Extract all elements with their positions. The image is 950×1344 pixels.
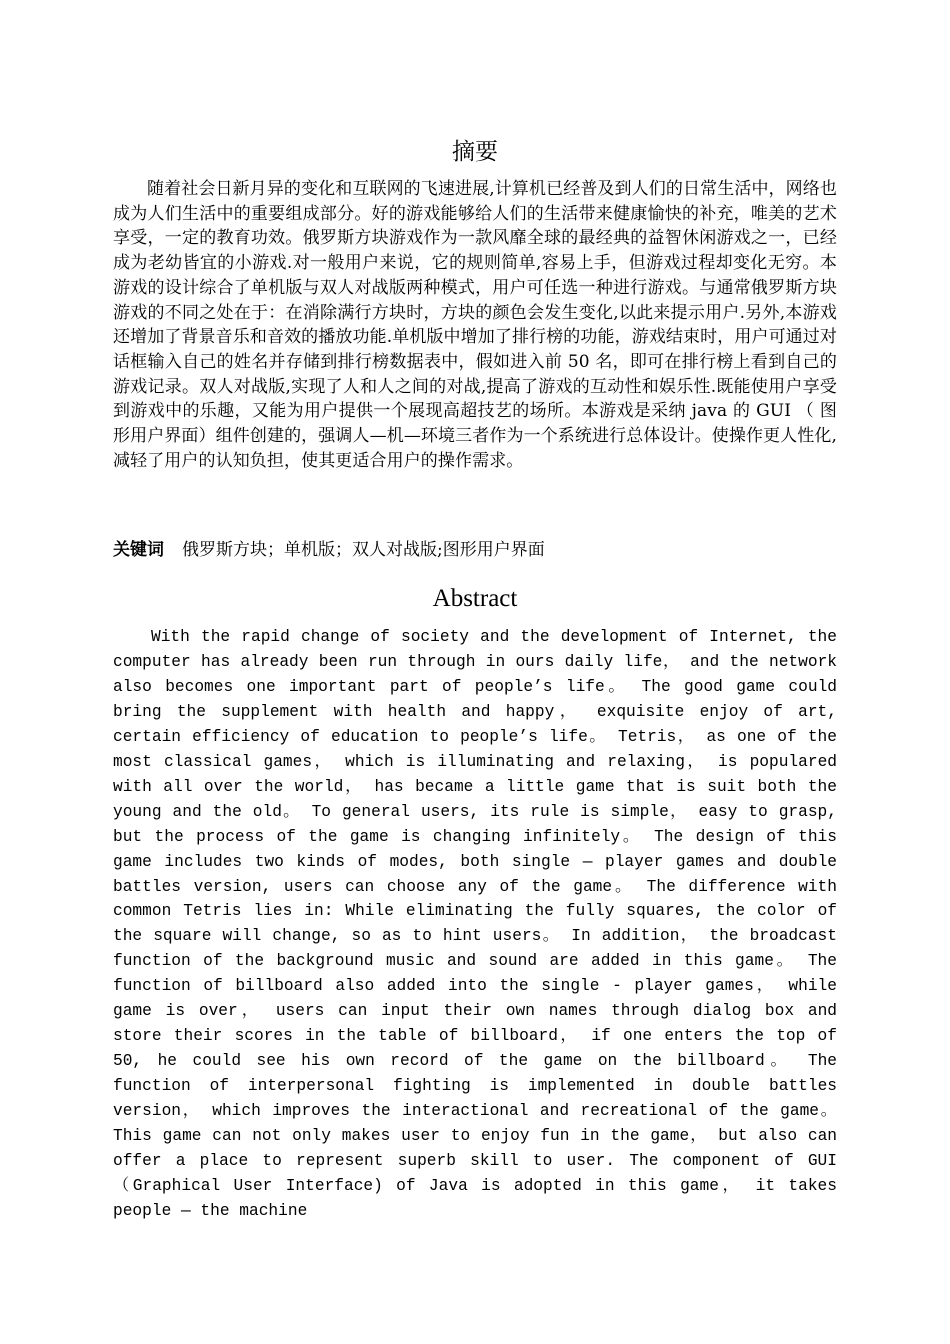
keywords-line: [113, 538, 837, 562]
chinese-abstract-body: 随着社会日新月异的变化和互联网的飞速进展,计算机已经普及到人们的日常生活中，网络也成为人们生活中的重要组成部分。好的游戏能够给人们的生活带来健康愉快的补充，唯美的艺术享受，一定的教育功效。俄罗斯方块游戏作为一款风靡全球的最经典的益智休闲游戏之一，已经成为老幼皆宜的小游戏.对一般用户来说，它的规则简单,容易上手，但游戏过程却变化无穷。本游戏的设计综合了单机版与双人对战版两种模式，用户可任选一种进行游戏。与通常俄罗斯方块游戏的不同之处在于：在消除满行方块时，方块的颜色会发生变化,以此来提示用户.另外,本游戏还增加了背景音乐和音效的播放功能.单机版中增加了排行榜的功能，游戏结束时，用户可通过对话框输入自己的姓名并存储到排行榜数据表中，假如进入前 50 名，即可在排行榜上看到自己的游戏记录。双人对战版,实现了人和人之间的对战,提高了游戏的互动性和娱乐性.既能使用户享受到游戏中的乐趣，又能为用户提供一个展现高超技艺的场所。本游戏是采纳 java 的 GUI （ 图形用户界面）组件创建的，强调人—机—环境三者作为一个系统进行总体设计。使操作更人性化,减轻了用户的认知负担，使其更适合用户的操作需求。: [113, 179, 837, 471]
keywords-text: 俄罗斯方块；单机版；双人对战版;图形用户界面: [182, 540, 545, 560]
chinese-abstract-title: 摘要: [452, 139, 498, 165]
keywords-label: 关键词: [113, 540, 164, 560]
english-abstract-body: With the rapid change of society and the development of Internet, the computer has already been run through in ours daily life， and the network also becomes one important part of people’s life。 The good game could bring the supplement with health and happy， exquisite enjoy of art, certain efficiency of education to people’s life。 Tetris， as one of the most classical games， which is illuminating and relaxing， is populared with all over the world， has became a little game that is suit both the young and the old。 To general users, its rule is simple， easy to grasp, but the process of the game is changing infinitely。 The design of this game includes two kinds of modes, both single — player games and double battles version, users can choose any of the game。 The difference with common Tetris lies in: While eliminating the fully squares, the color of the square will change, so as to hint users。 In addition， the broadcast function of the background music and sound are added in this game。 The function of billboard also added into the single - player games， while game is over， users can input their own names through dialog box and store their scores in the table of billboard， if one enters the top of 50, he could see his own record of the game on the billboard。 The function of interpersonal fighting is implemented in double battles version， which improves the interactional and recreational of the game。 This game can not only makes user to enjoy fun in the game， but also can offer a place to represent superb skill to user. The component of GUI （Graphical User Interface) of Java is adopted in this game， it takes people — the machine: [113, 628, 837, 1220]
english-abstract-title: Abstract: [432, 585, 518, 612]
